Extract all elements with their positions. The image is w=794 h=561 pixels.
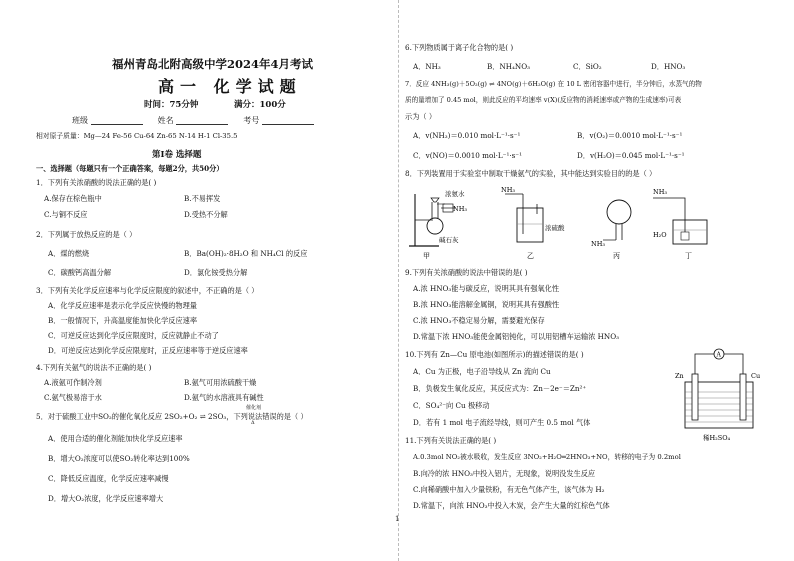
class-label: 班级	[72, 116, 88, 125]
fig-label-h2o: H₂O	[653, 231, 667, 239]
student-info-row	[72, 116, 314, 125]
option-b: B．v(O₂)＝0.0010 mol·L⁻¹·s⁻¹	[577, 131, 683, 140]
exam-time: 时间：75分钟	[144, 100, 199, 110]
fig-label-soda-lime: 碱石灰	[439, 236, 459, 244]
fig-label-nh3: NH₃	[653, 188, 667, 196]
question-stem-cont: 质的量增加了 0.45 mol，则此反应的平均速率 v(X)(反应物的消耗速率或产物的生成速率)可表	[405, 96, 682, 104]
question-stem: 3．下列有关化学反应速率与化学反应限度的叙述中，不正确的是（ ）	[36, 286, 259, 295]
question-stem: 8．下列装置用于实验室中制取干燥氨气的实验，其中能达到实验目的的是（ ）	[405, 169, 657, 178]
number-field[interactable]	[262, 116, 314, 125]
option-b: B．负极发生氧化反应，其反应式为：Zn－2e⁻＝Zn²⁺	[413, 384, 587, 393]
option-b: B．Ba(OH)₂·8H₂O 和 NH₄Cl 的反应	[184, 249, 308, 258]
fig-label-nh3: NH₃	[591, 240, 605, 248]
name-field[interactable]	[176, 116, 228, 125]
option-a: A．NH₃	[413, 62, 441, 71]
option-a: A.0.3mol NO₂被水吸收，发生反应 3NO₂+H₂O═2HNO₃+NO，转移的电子为 0.2mol	[413, 453, 681, 461]
fig-label-conc-acid: 浓硫酸	[545, 224, 565, 232]
exam-score: 满分：100分	[234, 100, 286, 110]
option-d: D.受热不分解	[184, 210, 228, 219]
number-label: 考号	[243, 116, 260, 125]
question-stem: 7．反应 4NH₃(g)＋5O₂(g) ⇌ 4NO(g)＋6H₂O(g) 在 10 L 密闭容器中进行，半分钟后，水蒸气的物	[405, 80, 702, 88]
option-d: D．v(H₂O)＝0.045 mol·L⁻¹·s⁻¹	[577, 151, 685, 160]
electrolyte-label: 稀H₂SO₄	[703, 434, 731, 442]
option-c: C.浓 HNO₃不稳定易分解，需要避光保存	[413, 316, 545, 325]
fig-label-ammonia-water: 浓氨水	[445, 190, 465, 198]
page-number: 1	[395, 515, 400, 523]
catalyst-label: 催化剂	[246, 405, 262, 411]
apparatus-b	[501, 186, 565, 260]
apparatus-a	[409, 189, 467, 260]
option-d: D．若有 1 mol 电子流经导线，则可产生 0.5 mol 气体	[413, 418, 591, 427]
option-a: A．v(NH₃)＝0.010 mol·L⁻¹·s⁻¹	[413, 131, 521, 140]
ammeter-label: A	[716, 351, 721, 359]
question-stem: 10.下列有 Zn—Cu 原电池(如图所示)的描述错误的是( )	[405, 350, 584, 359]
fig-label-a: 甲	[423, 252, 430, 260]
question-stem: 6.下列物质属于离子化合物的是( )	[405, 43, 514, 52]
option-c: C．可逆反应达到化学反应限度时，反应就静止不动了	[48, 331, 219, 340]
option-b: B.向冷的浓 HNO₃中投入铝片，无现象，说明没发生反应	[413, 469, 596, 478]
section-title: 第Ⅰ卷 选择题	[152, 150, 202, 160]
option-d: D.常温下浓 HNO₃能使金属铝钝化，可以用铝槽车运输浓 HNO₃	[413, 332, 619, 341]
question-stem: 1．下列有关浓硝酸的说法正确的是( )	[36, 178, 157, 187]
option-b: B．增大O₂浓度可以使SO₂转化率达到100%	[48, 454, 190, 463]
option-d: D．氯化铵受热分解	[184, 268, 248, 277]
option-c: C．降低反应温度，化学反应速率减慢	[48, 474, 169, 483]
apparatus-c	[591, 200, 631, 260]
option-d: D.氨气的水溶液具有碱性	[184, 393, 264, 402]
option-b: B．一般情况下，升高温度能加快化学反应速率	[48, 316, 198, 325]
option-a: A．Cu 为正极，电子沿导线从 Zn 流向 Cu	[413, 367, 551, 376]
option-b: B．NH₄NO₃	[487, 62, 530, 71]
option-c: C．v(NO)＝0.0010 mol·L⁻¹·s⁻¹	[413, 151, 522, 160]
option-a: A.保存在棕色瓶中	[44, 194, 102, 203]
option-a: A．使用合适的催化剂能加快化学反应速率	[48, 434, 183, 443]
fig-label-b: 乙	[527, 252, 534, 260]
question-stem: 4.下列有关氨气的说法不正确的是( )	[36, 363, 152, 372]
school-title: 福州青岛北附高级中学2024年4月考试	[112, 57, 314, 71]
ammonia-apparatus-figure	[405, 184, 735, 266]
option-a: A．煤的燃烧	[48, 249, 90, 258]
class-field[interactable]	[91, 116, 143, 125]
option-b: B.浓 HNO₃能溶解金属铜，说明其具有强酸性	[413, 300, 560, 309]
exam-subject: 高一 化学试题	[158, 77, 302, 96]
heat-label: Δ	[251, 420, 255, 426]
option-d: D.常温下，向浓 HNO₃中投入木炭，会产生大量的红棕色气体	[413, 501, 610, 510]
option-a: A．化学反应速率是表示化学反应快慢的物理量	[48, 301, 197, 310]
option-b: B.氨气可用浓硫酸干燥	[184, 378, 257, 387]
atomic-mass-line: 相对原子质量：Mg—24 Fe-56 Cu-64 Zn-65 N-14 H-1 Cl-35.5	[36, 132, 238, 140]
question-stem: 5．对于硫酸工业中SO₂的催化氧化反应 2SO₂+O₂ ⇌ 2SO₃，下列说法错误的是（ ）	[36, 412, 308, 421]
galvanic-cell-figure	[673, 346, 765, 444]
fig-label-d: 丁	[685, 252, 692, 260]
option-c: C.向稀硝酸中加入少量铁粉，有无色气体产生，该气体为 H₂	[413, 485, 605, 494]
question-stem-cont: 示为（ ）	[405, 112, 437, 121]
question-stem: 11.下列有关说法正确的是( )	[405, 436, 497, 445]
question-stem: 9.下列有关浓硝酸的说法中错误的是( )	[405, 268, 528, 277]
option-c: C．碳酸钙高温分解	[48, 268, 112, 277]
fig-label-c: 丙	[613, 252, 620, 260]
option-c: C.氨气极易溶于水	[44, 393, 102, 402]
option-c: C．SiO₂	[573, 62, 602, 71]
zn-electrode-label: Zn	[675, 372, 684, 380]
option-d: D．增大O₂浓度，化学反应速率增大	[48, 494, 164, 503]
option-d: D．HNO₃	[651, 62, 686, 71]
apparatus-d	[653, 188, 707, 260]
column-divider	[398, 0, 399, 561]
name-label: 姓名	[157, 116, 174, 125]
option-a: A.浓 HNO₃能与碳反应，说明其具有强氧化性	[413, 284, 560, 293]
fig-label-nh3: NH₃	[501, 186, 515, 194]
option-b: B.不易挥发	[184, 194, 221, 203]
question-stem: 2．下列属于放热反应的是（ ）	[36, 230, 137, 239]
fig-label-nh3: NH₃	[453, 205, 467, 213]
option-d: D．可逆反应达到化学反应限度时，正反应速率等于逆反应速率	[48, 346, 248, 355]
option-c: C.与铜不反应	[44, 210, 88, 219]
option-c: C．SO₄²⁻向 Cu 极移动	[413, 401, 490, 410]
cu-electrode-label: Cu	[751, 372, 761, 380]
section-instruction: 一、选择题（每题只有一个正确答案，每题2分，共50分）	[36, 164, 224, 173]
option-a: A.液氨可作制冷剂	[44, 378, 102, 387]
